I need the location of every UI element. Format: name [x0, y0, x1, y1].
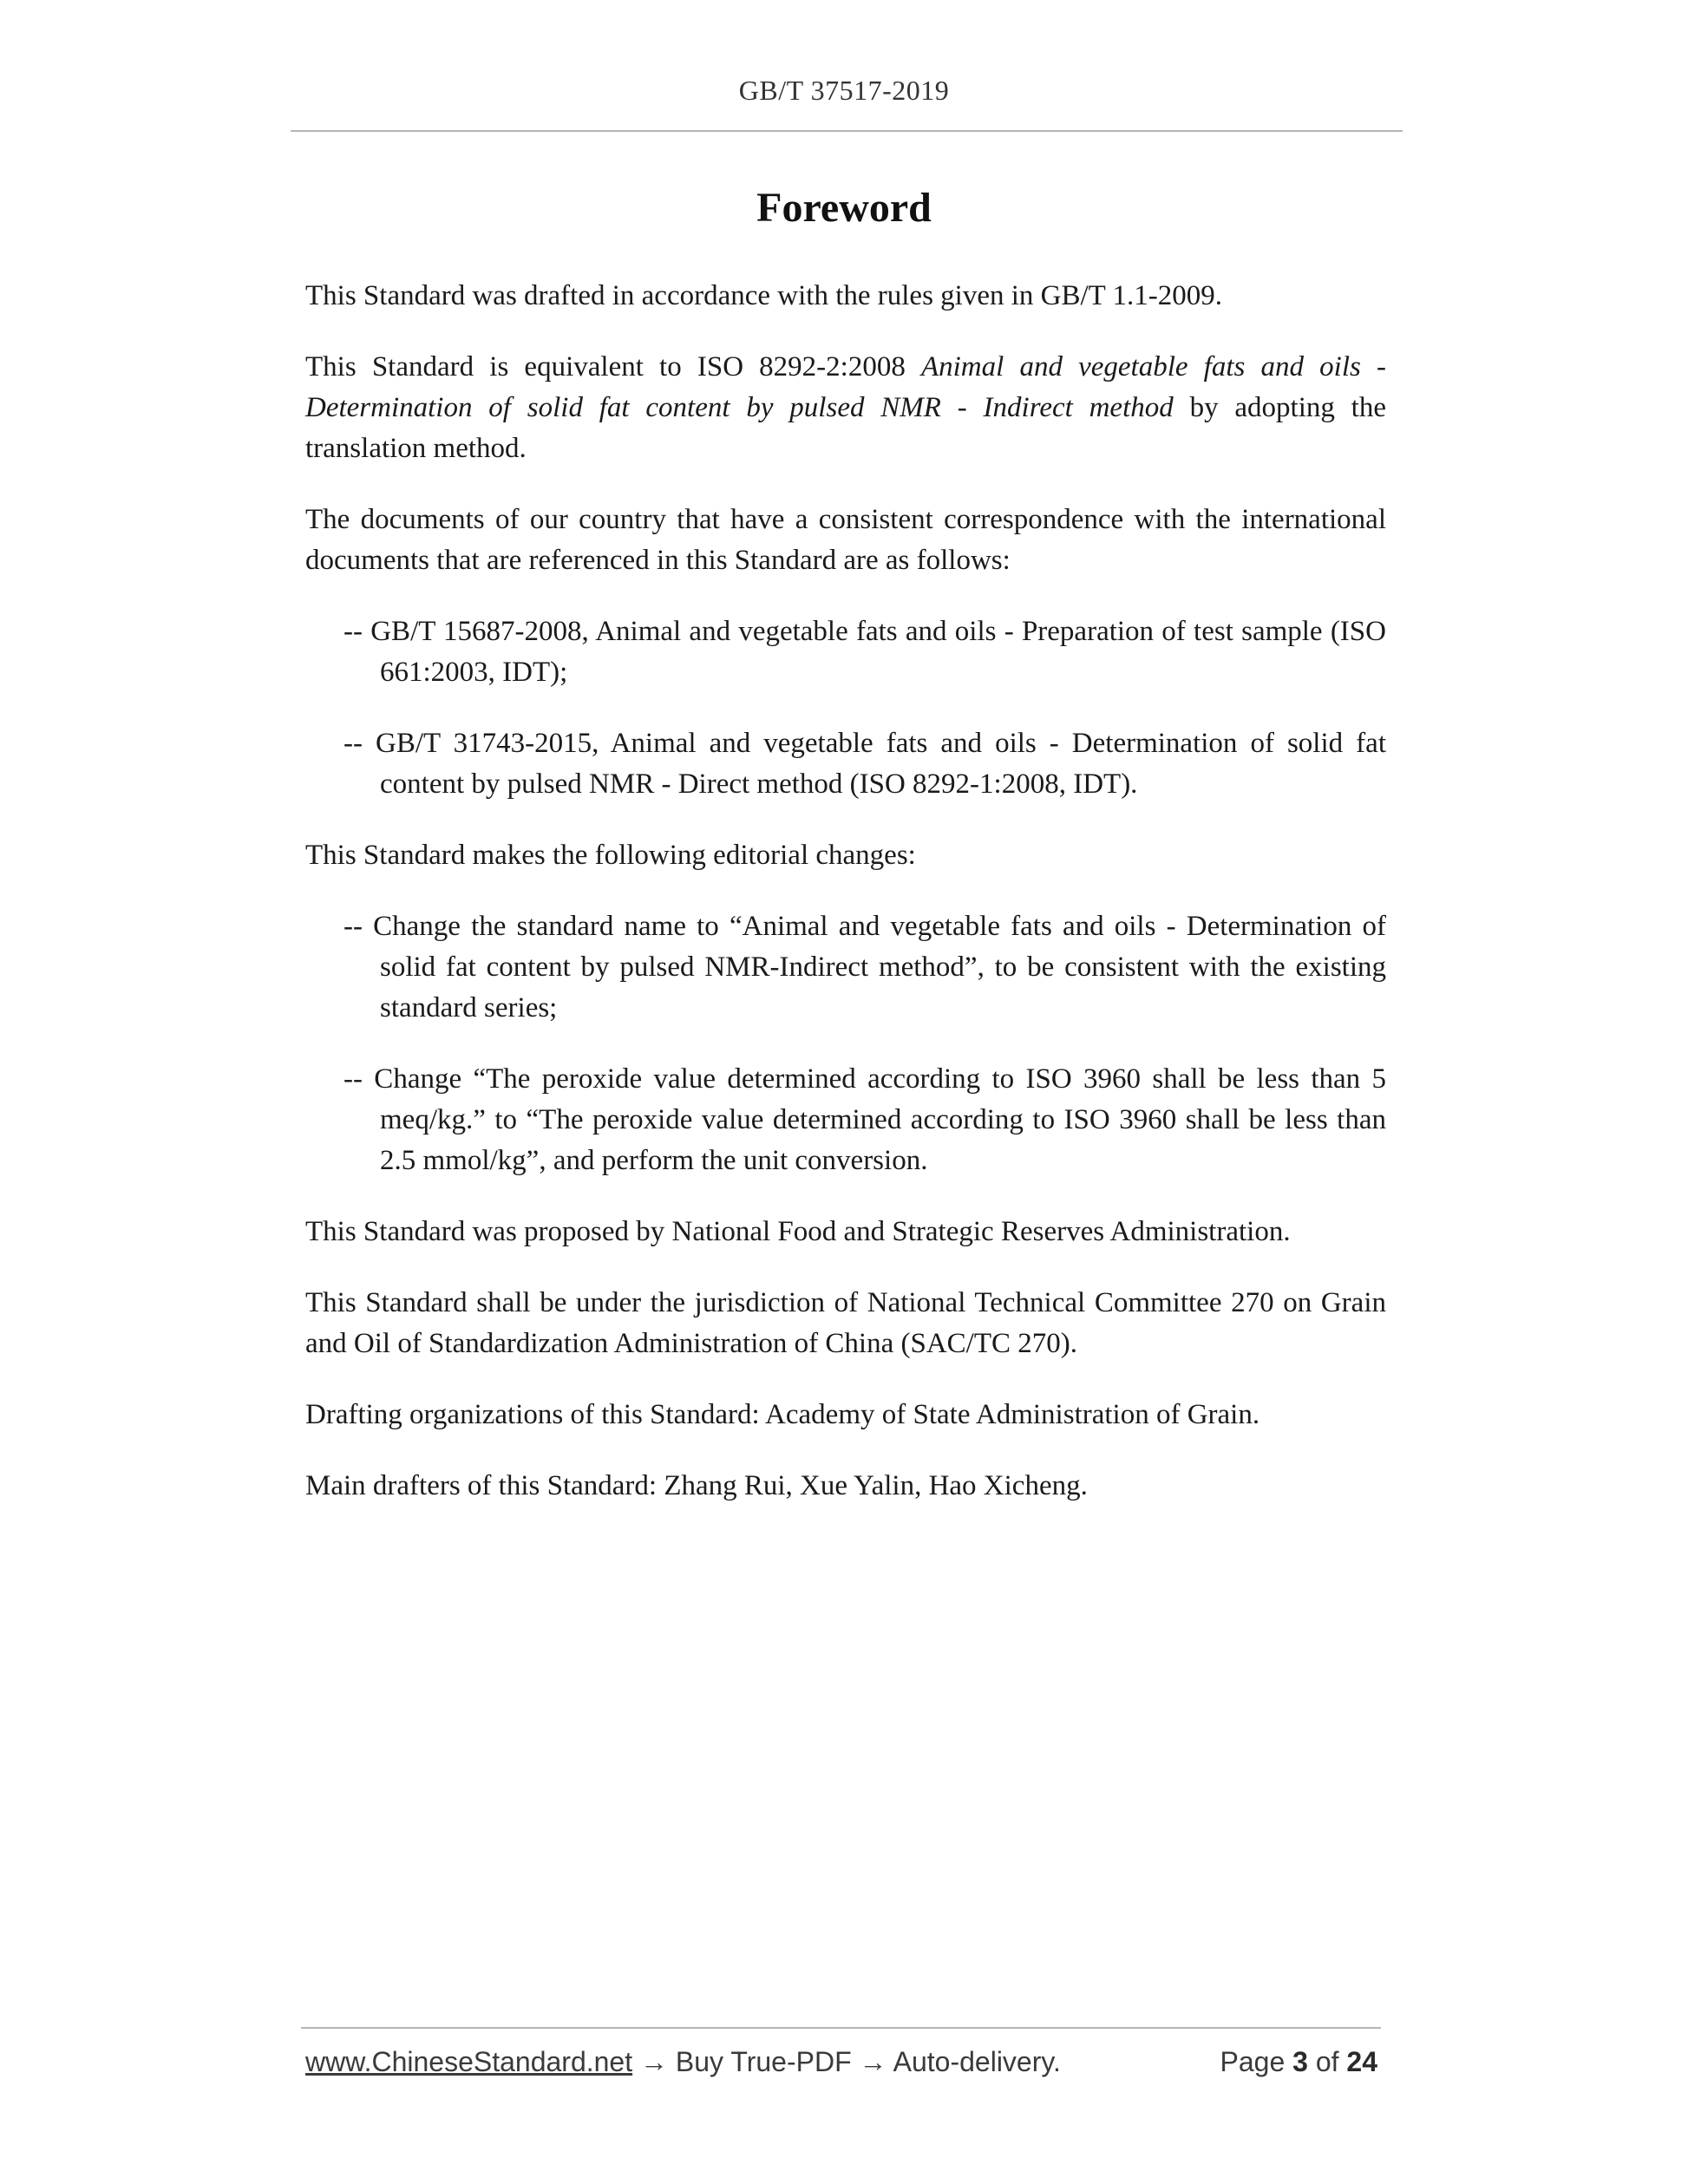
chinesestandard-link[interactable]: www.ChineseStandard.net: [305, 2046, 633, 2077]
list-item-peroxide-change: -- Change “The peroxide value determined according to ISO 3960 shall be less than 5 meq/kg.” to “The peroxide value determined according to ISO 3960 shall be less than 2.5 mmol/kg”, and perform the unit conversion.: [343, 1063, 1386, 1176]
paragraph-main-drafters: Main drafters of this Standard: Zhang Rui, Xue Yalin, Hao Xicheng.: [305, 1470, 1088, 1501]
foreword-body: [305, 276, 1386, 1537]
equivalence-suffix: by adopting the translation method.: [305, 392, 1386, 464]
paragraph-drafting-organizations: Drafting organizations of this Standard: Academy of State Administration of Grain.: [305, 1399, 1260, 1430]
page-of-label: of: [1307, 2046, 1347, 2077]
list-item-gbt-31743: -- GB/T 31743-2015, Animal and vegetable fats and oils - Determination of solid fat content by pulsed NMR - Direct method (ISO 8292-1:2008, IDT).: [343, 728, 1386, 800]
iso-title-italic: Animal and vegetable fats and oils - Determination of solid fat content by pulsed NMR - Indirect method: [305, 351, 1386, 423]
page-footer: [305, 2046, 1377, 2084]
paragraph-drafting-rules: This Standard was drafted in accordance with the rules given in GB/T 1.1-2009.: [305, 280, 1222, 311]
page-current: 3: [1292, 2046, 1308, 2077]
list-item-name-change: -- Change the standard name to “Animal and vegetable fats and oils - Determination of solid fat content by pulsed NMR-Indirect method”, to be consistent with the existing standard series;: [343, 911, 1386, 1023]
page-title: Foreword: [756, 185, 932, 231]
paragraph-jurisdiction: This Standard shall be under the jurisdiction of National Technical Committee 270 on Grain and Oil of Standardization Administration of China (SAC/TC 270).: [305, 1287, 1386, 1359]
paragraph-editorial-changes: This Standard makes the following editorial changes:: [305, 840, 916, 871]
paragraph-referenced-documents: The documents of our country that have a consistent correspondence with the international documents that are referenced in this Standard are as follows:: [305, 504, 1386, 576]
list-item-gbt-15687: -- GB/T 15687-2008, Animal and vegetable fats and oils - Preparation of test sample (ISO 661:2003, IDT);: [343, 616, 1386, 688]
paragraph-equivalence: [305, 347, 1386, 469]
footer-divider: [301, 2027, 1381, 2029]
page-number: [1220, 2046, 1377, 2078]
footer-promo: [305, 2046, 1061, 2078]
header-divider: [291, 130, 1403, 132]
page-label: Page: [1220, 2046, 1293, 2077]
footer-promo-text: → Buy True-PDF → Auto-delivery.: [632, 2046, 1061, 2077]
equivalence-prefix: This Standard is equivalent to ISO 8292-2:2008: [305, 351, 921, 383]
document-code-header: GB/T 37517-2019: [738, 75, 950, 106]
paragraph-proposed-by: This Standard was proposed by National Food and Strategic Reserves Administration.: [305, 1216, 1291, 1247]
page-total: 24: [1346, 2046, 1377, 2077]
